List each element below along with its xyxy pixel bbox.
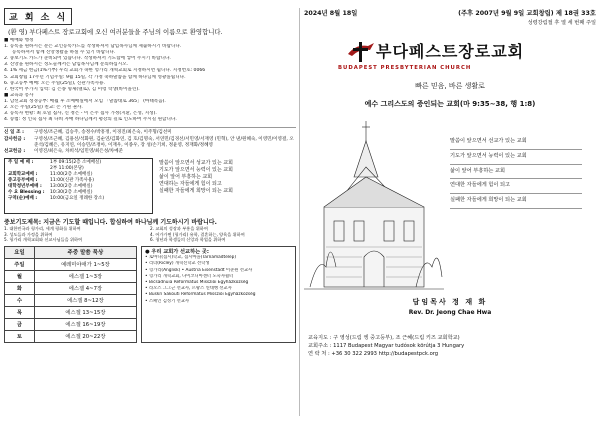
- reading-passage: 에스겔 20~22장: [34, 330, 136, 342]
- schedule-label: 주 일 예 배 :: [8, 160, 34, 166]
- news-item: 4. 1% 세금 헌금(1%기부) 우리 교회가 속한 헝가리 개혁교회로 지정하시면 됩니다. 지정번호: 0066: [4, 68, 206, 74]
- news-item: ■ 교육과 봉사: [4, 92, 34, 98]
- mission-item: • 헝가리 개혁교회, 다이코니아센터 노숙자쉼터: [145, 273, 234, 279]
- vision-line: 말씀이 앞으면서 성교가 있는 교회: [158, 160, 233, 167]
- contact-line: 교육지도 : 구 영성(드림 엥 중고등부), 조 근혜(드림 키즈 교회학교): [308, 335, 460, 341]
- schedule-time: 13:00(2층 소예배실): [50, 184, 93, 190]
- schedule-time: 10:00(금요일 정례한 장소): [50, 196, 105, 202]
- pastor-name: 담임목사 정 재 화: [412, 298, 488, 306]
- table-row: [5, 270, 137, 282]
- church-building-illustration: [304, 117, 444, 293]
- news-item: 7. 한국어 무가지 입력: 김 은종 형제(헬로), 김 미령 학생(바이올린).: [4, 86, 140, 92]
- vision-line: 연대하는 자들에게 힘이 되고: [158, 181, 222, 188]
- schedule-row: [8, 196, 149, 202]
- news-item: 1. 등록을 원하시는 분은 교인등록카드를 작성하셔서 담임목사님께 제출하시기 바랍니다.: [4, 44, 182, 50]
- schedule-label: 수 요 Blessing :: [8, 190, 45, 196]
- pastor-name-english: Rev. Dr. Jeong Chae Hwa: [408, 309, 492, 316]
- staff-label: 신 일 조 :: [4, 130, 24, 136]
- church-name-english: BUDAPEST PRESBYTERIAN CHURCH: [338, 65, 472, 71]
- mission-item: • Bicsadnuia Reformatus Missziói Egyházközség: [145, 279, 249, 285]
- welcome-text: (환 영) 부다페스트 장로교회에 오신 여러분들을 주님의 이름으로 환영합니다.: [8, 28, 223, 36]
- vision-line: 실패한 자들에게 희망이 되는 교회: [450, 194, 582, 209]
- reading-passage: 에스겔 4~7장: [34, 282, 136, 294]
- staff-value: 이영진/최은숙, 차희석/임민영/최은성/차예준: [34, 148, 123, 154]
- schedule-row: [4, 158, 296, 214]
- left-column: [4, 8, 296, 418]
- schedule-label: 교회학교예배 :: [8, 172, 38, 178]
- staff-label: 감사헌금 :: [4, 136, 26, 142]
- reading-passage: 에스겔 1~3장: [34, 270, 136, 282]
- schedule-time: 1부 09:15(2층 소예배실): [50, 160, 102, 166]
- prayer-item: 3. 성도들과 가정을 위하여: [4, 231, 53, 237]
- artwork-area: [304, 117, 596, 293]
- schedule-time: 10:30(2층 소예배실): [50, 190, 93, 196]
- vision-line: 연대한 자들에게 힘이 되고: [450, 179, 582, 194]
- news-item: 5. 교회창립 17주년 기념주일: 9월 15일, 각 가정 축하말씀을 함께 하나님께 영광돌립니다.: [4, 74, 186, 80]
- staff-row: [4, 137, 296, 149]
- bottom-row: [4, 246, 296, 343]
- news-item: 등록하셔서 함께 신앙생활을 하실 수 있기 바랍니다.: [12, 50, 116, 56]
- mission-item: • Buskri Sakouti Reformatus Missziói Egyházközség: [145, 292, 256, 298]
- news-item: 3. 신앙을 원하시는 성도들께서는 담임목사님께 문의하십시오.: [4, 62, 129, 68]
- schedule-time: 2부 11:00(본당): [50, 166, 84, 172]
- prayer-item: 2. 교회의 성장과 부흥을 위하여: [150, 226, 208, 232]
- reading-passage: 예레미야애가 1~5장: [34, 258, 136, 270]
- reading-day: 월: [5, 270, 35, 282]
- vision-line: 삶이 앞어 부흥하는 교회: [158, 174, 213, 181]
- table-row: [5, 258, 137, 270]
- contact-info: [308, 334, 596, 358]
- prayer-item: 4. 어가가면 (헝가리) 유학, 결혼하는, 양육을 위하여: [150, 231, 245, 237]
- reading-day: 주일: [5, 258, 35, 270]
- news-item: 1. 남선교회 성경공부: 매월 후 소예배실에서 모임 「말씀대로 365」 (마태복음).: [4, 98, 166, 104]
- table-row: [5, 330, 137, 342]
- news-item: ■ 예배와 행정: [4, 38, 34, 43]
- worship-schedule: [4, 158, 153, 214]
- news-item: 4. 승범: 정 인숙 집사 최 다희 자매 하나님께서 평강의 길로 인도하여 주시길 원합니다.: [4, 117, 177, 123]
- prayer-item: 6. 청년과 학생들의 신앙과 학업을 위하여: [150, 237, 226, 243]
- church-logo-row: [304, 40, 596, 64]
- prayer-list: [4, 226, 296, 243]
- reading-day: 토: [5, 330, 35, 342]
- church-logo-icon: [346, 40, 376, 64]
- table-header-reading: 주중 말씀 묵상: [34, 246, 136, 258]
- liturgical-date: 성령강림절 후 열 세 번째 주일: [527, 20, 596, 26]
- reading-day: 화: [5, 282, 35, 294]
- reading-day: 목: [5, 306, 35, 318]
- right-column: [304, 8, 596, 418]
- vision-line: 삶이 앞어 부흥하는 교회: [450, 165, 582, 180]
- church-vision: [159, 158, 296, 214]
- vision-line: 기도가 앞으면서 능력이 있는 교회: [450, 150, 582, 165]
- date-row: [304, 8, 596, 17]
- vision-line: 기도가 앞으면서 능력이 있는 교회: [158, 167, 233, 174]
- vision-line: 말씀이 앞으면서 선교가 있는 교회: [450, 135, 582, 150]
- news-header: [4, 8, 296, 25]
- reading-day: 수: [5, 294, 35, 306]
- schedule-time: 11:00(2층 소예배실): [50, 172, 93, 178]
- table-row: [5, 318, 137, 330]
- table-header-day: 요일: [5, 246, 35, 258]
- table-row: [5, 282, 137, 294]
- mission-item: • 라오스 그그근 선교사, 르왕스 연대뱅 선교사: [145, 286, 232, 292]
- reading-passage: 에스겔 16~19장: [34, 318, 136, 330]
- news-list: [4, 38, 296, 123]
- table-row: [5, 306, 137, 318]
- schedule-label: 구역(순)예배 :: [8, 196, 38, 202]
- news-item: 3. 등록자 현황: 최 호일 집사, 신 정은 - 이 은주 집사 가정(지환, 은성, 지성).: [4, 111, 157, 117]
- news-item: 2. 중보기도 카드가 준비되어 있습니다. 작성하셔서 기도함에 넣어 주시기 바랍니다.: [4, 56, 171, 62]
- section-title: 교 회 소 식: [4, 8, 72, 25]
- mission-item: • 리더(Ricley) 개혁신학교 선학생: [145, 261, 210, 267]
- vision-line: 실패한 자들에게 희망이 되는 교회: [158, 188, 233, 195]
- schedule-label: 중고등부예배 :: [8, 178, 38, 184]
- contact-line: 연 락 처 : +36 30 322 2993 http://budapestpck.org: [308, 351, 439, 357]
- schedule-label: 대학청년부예배 :: [8, 184, 42, 190]
- church-theme: 예수 그리스도의 증인되는 교회(마 9:35~38, 행 1:8): [364, 100, 536, 108]
- news-item: 2. 오는 주일(25일) 친교: 손 기원 권사.: [4, 105, 83, 111]
- staff-list: [4, 127, 296, 155]
- mission-item: • 헝가리(Anglisk) • Austria Eisenstadt 이준원 선교사: [145, 267, 253, 273]
- prayer-item: 5. 헝가리 개혁교회와 선교사님들을 위하여: [4, 237, 83, 243]
- bible-reading-table: [4, 246, 137, 343]
- schedule-time: 11:00(신관 가족사용): [50, 178, 94, 184]
- news-item: 6. 중고등부 예배: 오는 주일(25일), 신관가족사용.: [4, 80, 106, 86]
- prayer-title: 중보기도제목: 지금은 기도할 때입니다. 합심하여 하나님께 기도하시기 바랍니다.: [4, 219, 217, 227]
- mission-item: • 스페인 김성기 선교사: [145, 298, 190, 304]
- column-divider: [299, 8, 300, 416]
- staff-value: 구영성/조근혜, 김승주, 송정수/박흥정, 이경진/최은숙, 이주형/김선미: [34, 130, 172, 136]
- vision-lines: [450, 135, 582, 209]
- mission-item: • 로마니(집시)학교, 집시마을(Tarnamadtelep): [145, 255, 237, 261]
- staff-label: 선교헌금 :: [4, 148, 26, 154]
- contact-line: 교회주소 : 1117 Budapest Magyar tudósok körútja 3 Hungary: [308, 343, 465, 349]
- staff-value: 구영성/조근혜, 김용선/석화원, 김순연/김화연, 김 호/김명숙, 서연민/김경선/서민영/서재영 (민혁), 안 낸/원혜숙, 이영민/이영걸, 오준석/김혜은, 유지연, 이승민/조정아, 이재우, 이종우, 장 성/손기희, 정윤영, 정재화/정혜영: [34, 136, 294, 148]
- mission-box: [141, 246, 296, 343]
- reading-day: 금: [5, 318, 35, 330]
- mission-title: ● 우리 교회가 선교하는 곳:: [145, 248, 209, 255]
- table-row: [5, 294, 137, 306]
- church-name: 부다페스트장로교회: [376, 42, 525, 61]
- issue-number: (주후 2007년 9월 9일 교회창립) 제 18권 33호: [458, 10, 596, 17]
- reading-passage: 에스겔 13~15장: [34, 306, 136, 318]
- prayer-item: 1. 대한민국과 헝가리, 세계 평화를 위하여: [4, 226, 81, 232]
- staff-row: [4, 149, 296, 155]
- church-slogan: 빠른 믿음, 바른 생활로: [415, 82, 485, 90]
- reading-passage: 에스겔 8~12장: [34, 294, 136, 306]
- bulletin-date: 2024년 8월 18일: [304, 10, 358, 17]
